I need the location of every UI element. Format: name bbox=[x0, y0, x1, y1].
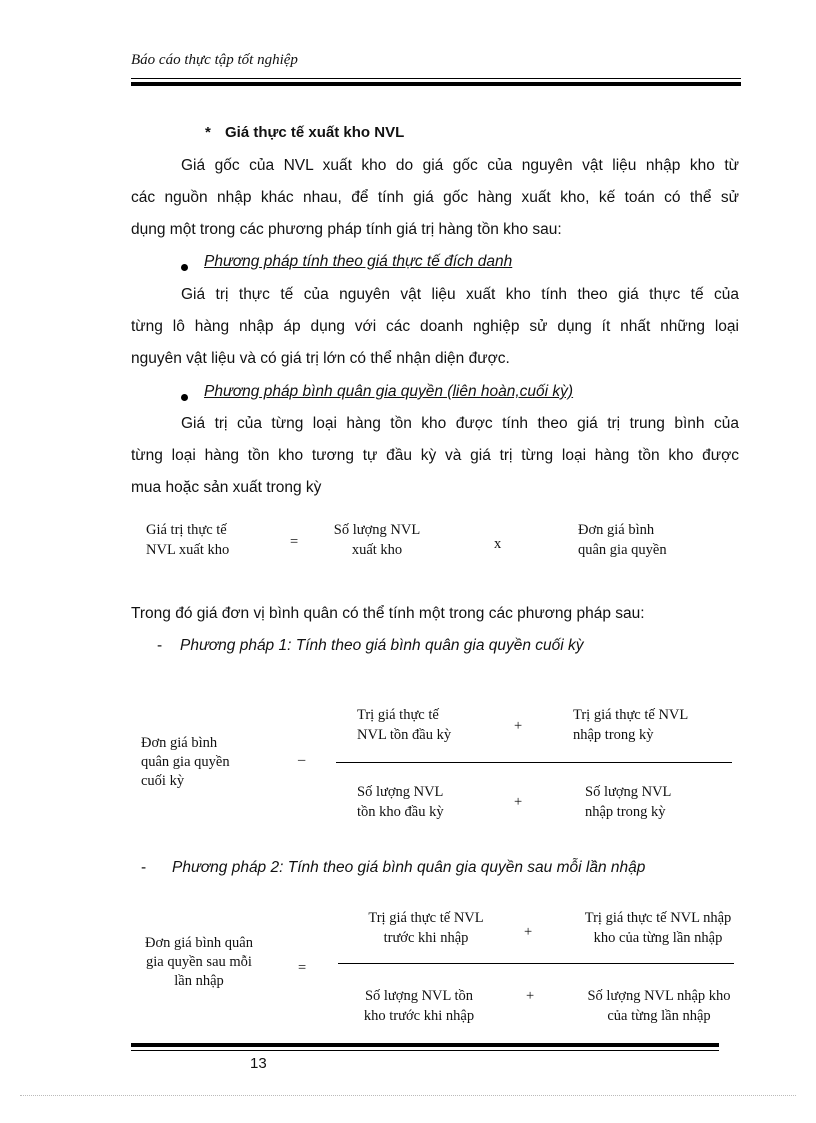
method2-den-b bbox=[572, 986, 746, 1026]
star-bullet: * bbox=[205, 124, 211, 141]
formula1-right bbox=[578, 520, 667, 560]
method2-num-b-line1: Trị giá thực tế NVL nhập bbox=[584, 910, 732, 926]
method1-den-b bbox=[585, 782, 671, 822]
method2-den-a-line1: Số lượng NVL tồn bbox=[364, 988, 474, 1004]
para3-line2: từng loại hàng tồn kho tương tự đầu kỳ và giá trị từng loại hàng tồn kho được bbox=[131, 447, 739, 464]
method1-left-line2: quân gia quyền bbox=[141, 754, 230, 770]
method1-num-b-line2: nhập trong kỳ bbox=[573, 727, 654, 743]
method2-title: Phương pháp 2: Tính theo giá bình quân gia quyền sau mỗi lần nhập bbox=[172, 859, 646, 876]
para2-line3: nguyên vật liệu và có giá trị lớn có thể nhận diện được. bbox=[131, 350, 510, 367]
para2-line2: từng lô hàng nhập áp dụng với các doanh nghiệp sử dụng ít nhất những loại bbox=[131, 318, 739, 335]
intro-text: Trong đó giá đơn vị bình quân có thể tính một trong các phương pháp sau: bbox=[131, 605, 645, 622]
header-rule-thin bbox=[131, 78, 741, 79]
method1-dash: - bbox=[157, 637, 163, 654]
method2-equals: = bbox=[298, 960, 307, 976]
method1-title: Phương pháp 1: Tính theo giá bình quân gia quyền cuối kỳ bbox=[180, 637, 584, 654]
formula1-times: x bbox=[494, 536, 502, 552]
bullet1-text: Phương pháp tính theo giá thực tế đích danh bbox=[204, 253, 513, 270]
formula1-mid-line2: xuất kho bbox=[351, 542, 403, 558]
method2-num-a bbox=[352, 908, 500, 948]
method2-fraction-bar bbox=[338, 963, 734, 964]
method1-num-a-line1: Trị giá thực tế bbox=[357, 707, 439, 723]
page-number: 13 bbox=[250, 1055, 267, 1072]
para1-line3: dụng một trong các phương pháp tính giá trị hàng tồn kho sau: bbox=[131, 221, 562, 238]
method1-equals: – bbox=[298, 752, 306, 768]
method1-fraction-bar bbox=[336, 762, 732, 763]
method1-den-a bbox=[357, 782, 444, 822]
formula1-left bbox=[146, 520, 229, 560]
section-heading bbox=[205, 124, 404, 141]
method2-num-a-line2: trước khi nhập bbox=[383, 930, 469, 946]
formula1-right-line2: quân gia quyền bbox=[578, 542, 667, 558]
section-heading-text: Giá thực tế xuất kho NVL bbox=[225, 124, 405, 141]
method2-left-line3: lần nhập bbox=[174, 973, 224, 989]
page-bottom-edge bbox=[20, 1095, 796, 1096]
formula1-left-line1: Giá trị thực tế bbox=[146, 522, 227, 538]
method2-left-line1: Đơn giá bình quân bbox=[145, 935, 253, 951]
formula1-equals: = bbox=[290, 534, 299, 550]
method2-dash: - bbox=[141, 859, 147, 876]
footer-rule-thick bbox=[131, 1043, 719, 1047]
para3-line3: mua hoặc sản xuất trong kỳ bbox=[131, 479, 322, 496]
method1-den-b-line2: nhập trong kỳ bbox=[585, 804, 666, 820]
method1-num-a bbox=[357, 705, 451, 745]
method2-den-plus: + bbox=[526, 988, 535, 1004]
method1-den-plus: + bbox=[514, 794, 523, 810]
para1-line1: Giá gốc của NVL xuất kho do giá gốc của nguyên vật liệu nhập kho từ bbox=[181, 157, 739, 174]
method2-den-b-line2: của từng lần nhập bbox=[607, 1008, 711, 1024]
bullet2-text: Phương pháp bình quân gia quyền (liên hoàn,cuối kỳ) bbox=[204, 383, 574, 400]
method1-left bbox=[141, 734, 230, 791]
method2-left bbox=[128, 934, 270, 991]
footer-rule-thin bbox=[131, 1050, 719, 1051]
para2-line1: Giá trị thực tế của nguyên vật liệu xuất kho tính theo giá thực tế của bbox=[181, 286, 739, 303]
method2-den-a-line2: kho trước khi nhập bbox=[363, 1008, 475, 1024]
method1-den-a-line2: tồn kho đầu kỳ bbox=[357, 804, 444, 820]
header-rule-thick bbox=[131, 82, 741, 86]
running-header: Báo cáo thực tập tốt nghiệp bbox=[131, 52, 298, 68]
formula1-mid bbox=[322, 520, 432, 560]
method2-den-b-line1: Số lượng NVL nhập kho bbox=[587, 988, 731, 1004]
method1-left-line1: Đơn giá bình bbox=[141, 735, 218, 751]
bullet2-dot bbox=[181, 388, 188, 406]
method1-den-b-line1: Số lượng NVL bbox=[585, 784, 672, 800]
method1-num-a-line2: NVL tồn đầu kỳ bbox=[357, 727, 452, 743]
method2-num-b-line2: kho của từng lần nhập bbox=[593, 930, 723, 946]
bullet1-dot bbox=[181, 258, 188, 276]
method2-left-line2: gia quyền sau mỗi bbox=[146, 954, 252, 970]
para1-line2: các nguồn nhập khác nhau, để tính giá gốc hàng xuất kho, kế toán có thể sử bbox=[131, 189, 739, 206]
para3-line1: Giá trị của từng loại hàng tồn kho được tính theo giá trị trung bình của bbox=[181, 415, 739, 432]
method2-num-b bbox=[570, 908, 746, 948]
method2-num-plus: + bbox=[524, 924, 533, 940]
method1-num-plus: + bbox=[514, 718, 523, 734]
method1-den-a-line1: Số lượng NVL bbox=[357, 784, 444, 800]
method1-left-line3: cuối kỳ bbox=[141, 773, 185, 789]
method2-num-a-line1: Trị giá thực tế NVL bbox=[368, 910, 484, 926]
method1-num-b-line1: Trị giá thực tế NVL bbox=[573, 707, 689, 723]
formula1-mid-line1: Số lượng NVL bbox=[333, 522, 421, 538]
formula1-left-line2: NVL xuất kho bbox=[146, 542, 230, 558]
method2-den-a bbox=[350, 986, 488, 1026]
formula1-right-line1: Đơn giá bình bbox=[578, 522, 655, 538]
method1-num-b bbox=[573, 705, 688, 745]
